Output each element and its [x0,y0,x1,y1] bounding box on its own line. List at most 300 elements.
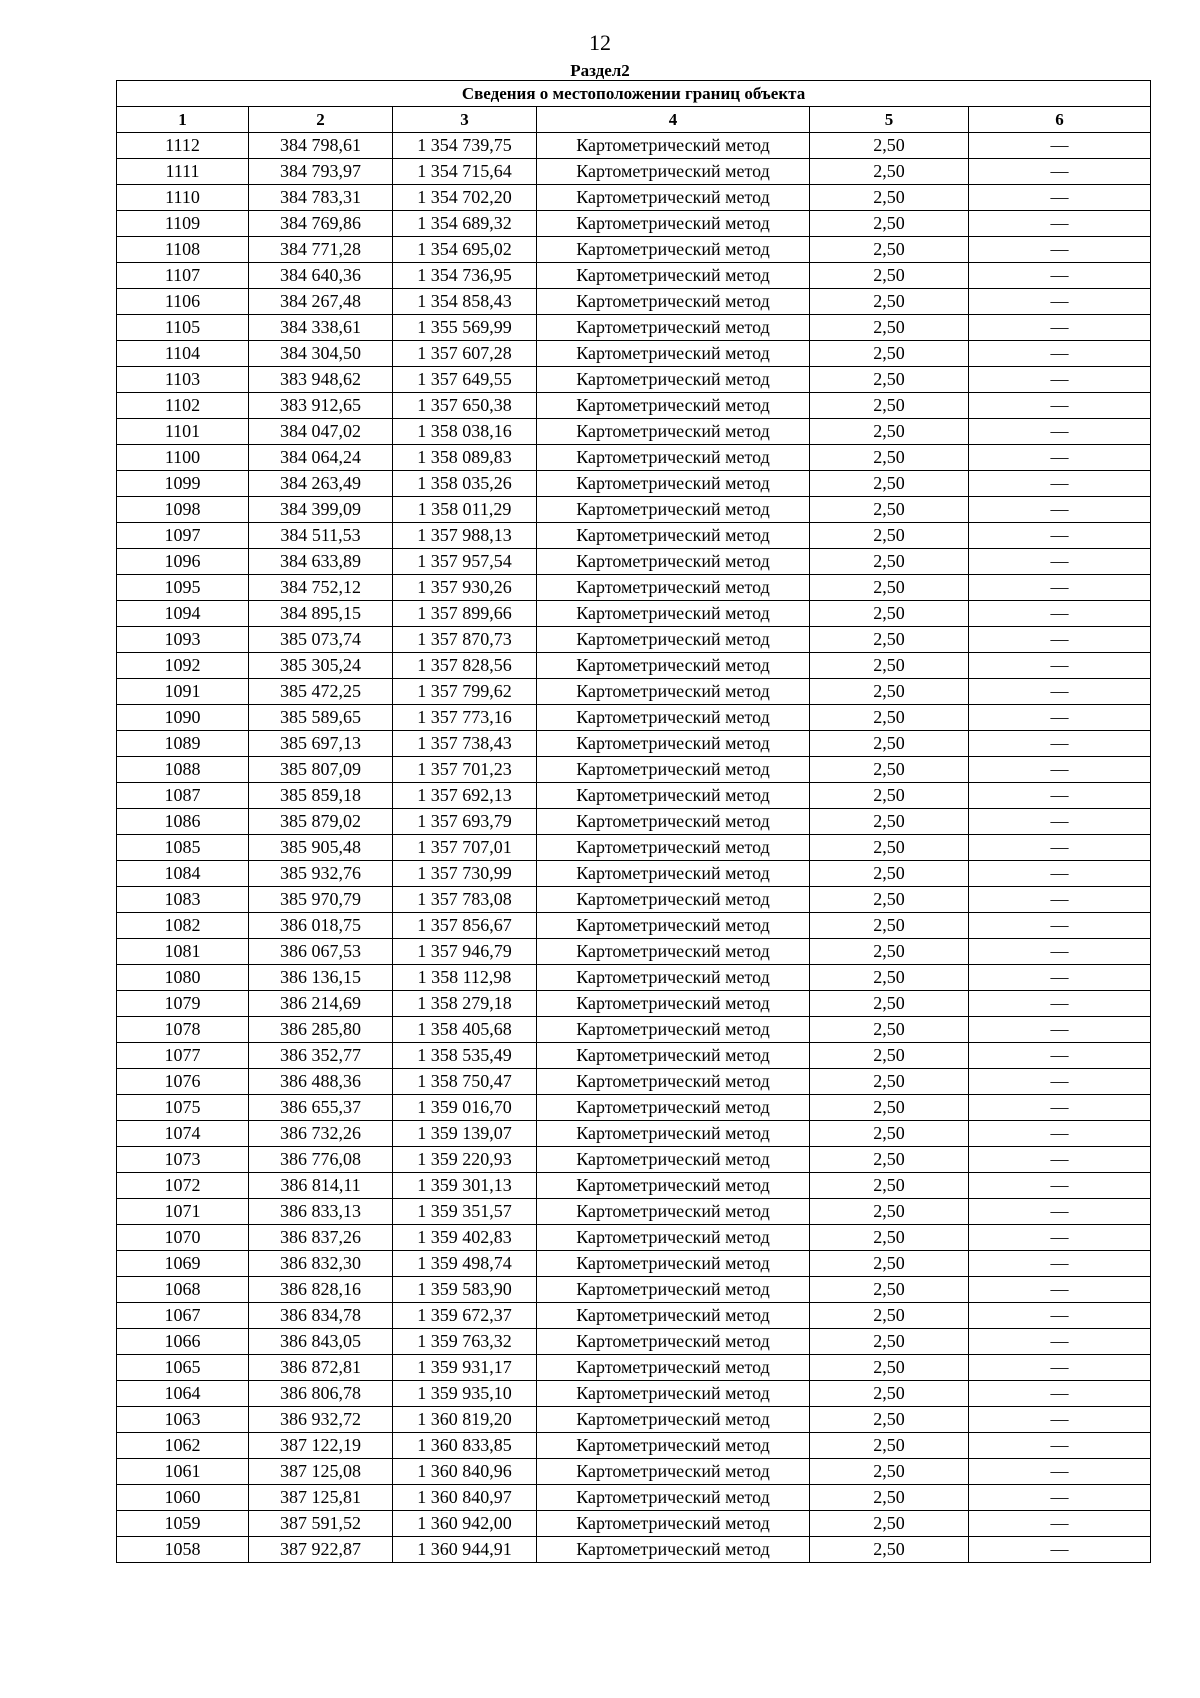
x-coordinate-cell: 386 488,36 [249,1069,393,1095]
y-coordinate-cell: 1 357 738,43 [393,731,537,757]
description-cell: — [969,1043,1151,1069]
description-cell: — [969,133,1151,159]
method-cell: Картометрический метод [537,757,810,783]
y-coordinate-cell: 1 354 736,95 [393,263,537,289]
y-coordinate-cell: 1 359 498,74 [393,1251,537,1277]
x-coordinate-cell: 386 214,69 [249,991,393,1017]
description-cell: — [969,1433,1151,1459]
accuracy-cell: 2,50 [810,237,969,263]
y-coordinate-cell: 1 357 988,13 [393,523,537,549]
accuracy-cell: 2,50 [810,835,969,861]
method-cell: Картометрический метод [537,1017,810,1043]
x-coordinate-cell: 384 771,28 [249,237,393,263]
point-number-cell: 1068 [117,1277,249,1303]
point-number-cell: 1058 [117,1537,249,1563]
table-row [117,939,1151,965]
method-cell: Картометрический метод [537,1043,810,1069]
description-cell: — [969,1459,1151,1485]
description-cell: — [969,991,1151,1017]
description-cell: — [969,861,1151,887]
description-cell: — [969,1277,1151,1303]
description-cell: — [969,1199,1151,1225]
description-cell: — [969,315,1151,341]
table-row [117,653,1151,679]
x-coordinate-cell: 386 067,53 [249,939,393,965]
point-number-cell: 1073 [117,1147,249,1173]
x-coordinate-cell: 386 018,75 [249,913,393,939]
method-cell: Картометрический метод [537,211,810,237]
description-cell: — [969,1407,1151,1433]
accuracy-cell: 2,50 [810,1043,969,1069]
y-coordinate-cell: 1 358 112,98 [393,965,537,991]
y-coordinate-cell: 1 359 351,57 [393,1199,537,1225]
y-coordinate-cell: 1 359 402,83 [393,1225,537,1251]
method-cell: Картометрический метод [537,861,810,887]
table-row [117,1537,1151,1563]
method-cell: Картометрический метод [537,653,810,679]
method-cell: Картометрический метод [537,575,810,601]
x-coordinate-cell: 385 879,02 [249,809,393,835]
table-row [117,1433,1151,1459]
table-row [117,289,1151,315]
y-coordinate-cell: 1 357 707,01 [393,835,537,861]
description-cell: — [969,1303,1151,1329]
table-row [117,705,1151,731]
point-number-cell: 1065 [117,1355,249,1381]
x-coordinate-cell: 386 814,11 [249,1173,393,1199]
table-row [117,237,1151,263]
y-coordinate-cell: 1 354 858,43 [393,289,537,315]
point-number-cell: 1076 [117,1069,249,1095]
y-coordinate-cell: 1 357 957,54 [393,549,537,575]
point-number-cell: 1091 [117,679,249,705]
description-cell: — [969,159,1151,185]
x-coordinate-cell: 385 932,76 [249,861,393,887]
table-caption: Сведения о местоположении границ объекта [117,81,1151,107]
x-coordinate-cell: 384 783,31 [249,185,393,211]
y-coordinate-cell: 1 358 089,83 [393,445,537,471]
y-coordinate-cell: 1 357 693,79 [393,809,537,835]
method-cell: Картометрический метод [537,367,810,393]
method-cell: Картометрический метод [537,1069,810,1095]
point-number-cell: 1079 [117,991,249,1017]
table-row [117,497,1151,523]
description-cell: — [969,1537,1151,1563]
description-cell: — [969,549,1151,575]
x-coordinate-cell: 386 828,16 [249,1277,393,1303]
point-number-cell: 1107 [117,263,249,289]
table-row [117,757,1151,783]
accuracy-cell: 2,50 [810,393,969,419]
accuracy-cell: 2,50 [810,1251,969,1277]
description-cell: — [969,757,1151,783]
point-number-cell: 1099 [117,471,249,497]
y-coordinate-cell: 1 357 870,73 [393,627,537,653]
y-coordinate-cell: 1 354 695,02 [393,237,537,263]
x-coordinate-cell: 384 798,61 [249,133,393,159]
accuracy-cell: 2,50 [810,1485,969,1511]
accuracy-cell: 2,50 [810,1329,969,1355]
description-cell: — [969,185,1151,211]
point-number-cell: 1087 [117,783,249,809]
accuracy-cell: 2,50 [810,211,969,237]
method-cell: Картометрический метод [537,341,810,367]
section-title: Раздел2 [570,61,630,80]
accuracy-cell: 2,50 [810,341,969,367]
accuracy-cell: 2,50 [810,1537,969,1563]
column-number: 4 [537,107,810,133]
accuracy-cell: 2,50 [810,1017,969,1043]
accuracy-cell: 2,50 [810,965,969,991]
x-coordinate-cell: 384 267,48 [249,289,393,315]
description-cell: — [969,445,1151,471]
table-row [117,367,1151,393]
x-coordinate-cell: 384 769,86 [249,211,393,237]
accuracy-cell: 2,50 [810,1511,969,1537]
x-coordinate-cell: 384 304,50 [249,341,393,367]
accuracy-cell: 2,50 [810,1433,969,1459]
y-coordinate-cell: 1 354 739,75 [393,133,537,159]
table-row [117,471,1151,497]
accuracy-cell: 2,50 [810,1121,969,1147]
point-number-cell: 1092 [117,653,249,679]
method-cell: Картометрический метод [537,835,810,861]
x-coordinate-cell: 385 589,65 [249,705,393,731]
y-coordinate-cell: 1 357 946,79 [393,939,537,965]
accuracy-cell: 2,50 [810,367,969,393]
x-coordinate-cell: 384 640,36 [249,263,393,289]
description-cell: — [969,1225,1151,1251]
y-coordinate-cell: 1 360 944,91 [393,1537,537,1563]
table-row [117,679,1151,705]
table-row [117,575,1151,601]
point-number-cell: 1078 [117,1017,249,1043]
x-coordinate-cell: 385 073,74 [249,627,393,653]
method-cell: Картометрический метод [537,315,810,341]
y-coordinate-cell: 1 360 942,00 [393,1511,537,1537]
description-cell: — [969,471,1151,497]
accuracy-cell: 2,50 [810,1355,969,1381]
method-cell: Картометрический метод [537,1381,810,1407]
accuracy-cell: 2,50 [810,1173,969,1199]
point-number-cell: 1089 [117,731,249,757]
accuracy-cell: 2,50 [810,939,969,965]
method-cell: Картометрический метод [537,289,810,315]
column-number-row [117,107,1151,133]
table-row [117,1459,1151,1485]
description-cell: — [969,653,1151,679]
x-coordinate-cell: 386 834,78 [249,1303,393,1329]
x-coordinate-cell: 386 352,77 [249,1043,393,1069]
x-coordinate-cell: 386 843,05 [249,1329,393,1355]
table-row [117,1147,1151,1173]
accuracy-cell: 2,50 [810,471,969,497]
y-coordinate-cell: 1 354 715,64 [393,159,537,185]
point-number-cell: 1103 [117,367,249,393]
point-number-cell: 1060 [117,1485,249,1511]
x-coordinate-cell: 384 064,24 [249,445,393,471]
table-row [117,1199,1151,1225]
description-cell: — [969,835,1151,861]
method-cell: Картометрический метод [537,731,810,757]
table-row [117,211,1151,237]
method-cell: Картометрический метод [537,939,810,965]
x-coordinate-cell: 384 511,53 [249,523,393,549]
point-number-cell: 1070 [117,1225,249,1251]
table-row [117,965,1151,991]
method-cell: Картометрический метод [537,549,810,575]
y-coordinate-cell: 1 358 535,49 [393,1043,537,1069]
accuracy-cell: 2,50 [810,185,969,211]
x-coordinate-cell: 383 912,65 [249,393,393,419]
y-coordinate-cell: 1 360 840,96 [393,1459,537,1485]
y-coordinate-cell: 1 354 689,32 [393,211,537,237]
table-row [117,1329,1151,1355]
method-cell: Картометрический метод [537,679,810,705]
method-cell: Картометрический метод [537,445,810,471]
accuracy-cell: 2,50 [810,497,969,523]
table-row [117,913,1151,939]
description-cell: — [969,1381,1151,1407]
method-cell: Картометрический метод [537,913,810,939]
method-cell: Картометрический метод [537,1355,810,1381]
point-number-cell: 1085 [117,835,249,861]
point-number-cell: 1102 [117,393,249,419]
accuracy-cell: 2,50 [810,549,969,575]
y-coordinate-cell: 1 359 301,13 [393,1173,537,1199]
table-row [117,731,1151,757]
accuracy-cell: 2,50 [810,783,969,809]
accuracy-cell: 2,50 [810,601,969,627]
accuracy-cell: 2,50 [810,445,969,471]
point-number-cell: 1059 [117,1511,249,1537]
description-cell: — [969,575,1151,601]
y-coordinate-cell: 1 357 783,08 [393,887,537,913]
x-coordinate-cell: 386 655,37 [249,1095,393,1121]
method-cell: Картометрический метод [537,1537,810,1563]
accuracy-cell: 2,50 [810,419,969,445]
description-cell: — [969,679,1151,705]
accuracy-cell: 2,50 [810,575,969,601]
description-cell: — [969,523,1151,549]
x-coordinate-cell: 387 125,08 [249,1459,393,1485]
method-cell: Картометрический метод [537,393,810,419]
x-coordinate-cell: 384 399,09 [249,497,393,523]
description-cell: — [969,783,1151,809]
accuracy-cell: 2,50 [810,653,969,679]
description-cell: — [969,601,1151,627]
description-cell: — [969,367,1151,393]
table-row [117,1485,1151,1511]
accuracy-cell: 2,50 [810,263,969,289]
point-number-cell: 1072 [117,1173,249,1199]
method-cell: Картометрический метод [537,1407,810,1433]
point-number-cell: 1082 [117,913,249,939]
y-coordinate-cell: 1 359 935,10 [393,1381,537,1407]
point-number-cell: 1086 [117,809,249,835]
method-cell: Картометрический метод [537,1095,810,1121]
column-number: 6 [969,107,1151,133]
method-cell: Картометрический метод [537,1251,810,1277]
accuracy-cell: 2,50 [810,1147,969,1173]
accuracy-cell: 2,50 [810,1095,969,1121]
x-coordinate-cell: 384 338,61 [249,315,393,341]
accuracy-cell: 2,50 [810,913,969,939]
table-row [117,341,1151,367]
method-cell: Картометрический метод [537,1459,810,1485]
x-coordinate-cell: 386 136,15 [249,965,393,991]
table-row [117,1251,1151,1277]
accuracy-cell: 2,50 [810,1277,969,1303]
y-coordinate-cell: 1 357 650,38 [393,393,537,419]
description-cell: — [969,341,1151,367]
x-coordinate-cell: 386 837,26 [249,1225,393,1251]
description-cell: — [969,211,1151,237]
method-cell: Картометрический метод [537,1485,810,1511]
x-coordinate-cell: 386 285,80 [249,1017,393,1043]
point-number-cell: 1109 [117,211,249,237]
point-number-cell: 1063 [117,1407,249,1433]
x-coordinate-cell: 386 806,78 [249,1381,393,1407]
accuracy-cell: 2,50 [810,159,969,185]
x-coordinate-cell: 384 047,02 [249,419,393,445]
accuracy-cell: 2,50 [810,1459,969,1485]
point-number-cell: 1104 [117,341,249,367]
y-coordinate-cell: 1 359 220,93 [393,1147,537,1173]
y-coordinate-cell: 1 358 405,68 [393,1017,537,1043]
table-row [117,419,1151,445]
table-row [117,991,1151,1017]
table-row [117,159,1151,185]
description-cell: — [969,497,1151,523]
point-number-cell: 1075 [117,1095,249,1121]
description-cell: — [969,1121,1151,1147]
y-coordinate-cell: 1 357 607,28 [393,341,537,367]
x-coordinate-cell: 383 948,62 [249,367,393,393]
y-coordinate-cell: 1 358 279,18 [393,991,537,1017]
table-row [117,1069,1151,1095]
point-number-cell: 1100 [117,445,249,471]
accuracy-cell: 2,50 [810,1199,969,1225]
method-cell: Картометрический метод [537,159,810,185]
y-coordinate-cell: 1 358 035,26 [393,471,537,497]
point-number-cell: 1083 [117,887,249,913]
column-number: 1 [117,107,249,133]
table-row [117,523,1151,549]
point-number-cell: 1110 [117,185,249,211]
description-cell: — [969,289,1151,315]
point-number-cell: 1098 [117,497,249,523]
x-coordinate-cell: 386 833,13 [249,1199,393,1225]
method-cell: Картометрический метод [537,1121,810,1147]
table-row [117,861,1151,887]
point-number-cell: 1081 [117,939,249,965]
point-number-cell: 1111 [117,159,249,185]
accuracy-cell: 2,50 [810,887,969,913]
description-cell: — [969,809,1151,835]
y-coordinate-cell: 1 359 763,32 [393,1329,537,1355]
point-number-cell: 1080 [117,965,249,991]
accuracy-cell: 2,50 [810,627,969,653]
description-cell: — [969,913,1151,939]
accuracy-cell: 2,50 [810,1069,969,1095]
point-number-cell: 1071 [117,1199,249,1225]
description-cell: — [969,627,1151,653]
point-number-cell: 1112 [117,133,249,159]
point-number-cell: 1093 [117,627,249,653]
y-coordinate-cell: 1 357 730,99 [393,861,537,887]
table-row [117,315,1151,341]
point-number-cell: 1088 [117,757,249,783]
accuracy-cell: 2,50 [810,1225,969,1251]
method-cell: Картометрический метод [537,497,810,523]
method-cell: Картометрический метод [537,1147,810,1173]
column-number: 5 [810,107,969,133]
description-cell: — [969,1511,1151,1537]
method-cell: Картометрический метод [537,185,810,211]
table-row [117,627,1151,653]
method-cell: Картометрический метод [537,1225,810,1251]
method-cell: Картометрический метод [537,523,810,549]
method-cell: Картометрический метод [537,1199,810,1225]
table-row [117,445,1151,471]
table-row [117,263,1151,289]
table-row [117,1121,1151,1147]
x-coordinate-cell: 384 633,89 [249,549,393,575]
y-coordinate-cell: 1 357 828,56 [393,653,537,679]
description-cell: — [969,1017,1151,1043]
description-cell: — [969,1173,1151,1199]
y-coordinate-cell: 1 357 899,66 [393,601,537,627]
x-coordinate-cell: 386 732,26 [249,1121,393,1147]
x-coordinate-cell: 385 305,24 [249,653,393,679]
method-cell: Картометрический метод [537,1433,810,1459]
description-cell: — [969,419,1151,445]
x-coordinate-cell: 385 807,09 [249,757,393,783]
accuracy-cell: 2,50 [810,1381,969,1407]
method-cell: Картометрический метод [537,1303,810,1329]
method-cell: Картометрический метод [537,705,810,731]
method-cell: Картометрический метод [537,627,810,653]
method-cell: Картометрический метод [537,471,810,497]
point-number-cell: 1097 [117,523,249,549]
accuracy-cell: 2,50 [810,679,969,705]
y-coordinate-cell: 1 357 930,26 [393,575,537,601]
table-row [117,835,1151,861]
x-coordinate-cell: 387 591,52 [249,1511,393,1537]
accuracy-cell: 2,50 [810,991,969,1017]
boundary-table [116,80,1151,1563]
y-coordinate-cell: 1 357 856,67 [393,913,537,939]
table-row [117,1043,1151,1069]
table-row [117,783,1151,809]
y-coordinate-cell: 1 358 011,29 [393,497,537,523]
table-row [117,1407,1151,1433]
table-row [117,1511,1151,1537]
x-coordinate-cell: 386 932,72 [249,1407,393,1433]
description-cell: — [969,393,1151,419]
y-coordinate-cell: 1 354 702,20 [393,185,537,211]
description-cell: — [969,263,1151,289]
y-coordinate-cell: 1 357 799,62 [393,679,537,705]
y-coordinate-cell: 1 358 038,16 [393,419,537,445]
method-cell: Картометрический метод [537,133,810,159]
description-cell: — [969,731,1151,757]
table-row [117,1303,1151,1329]
table-row [117,1277,1151,1303]
x-coordinate-cell: 385 859,18 [249,783,393,809]
method-cell: Картометрический метод [537,263,810,289]
